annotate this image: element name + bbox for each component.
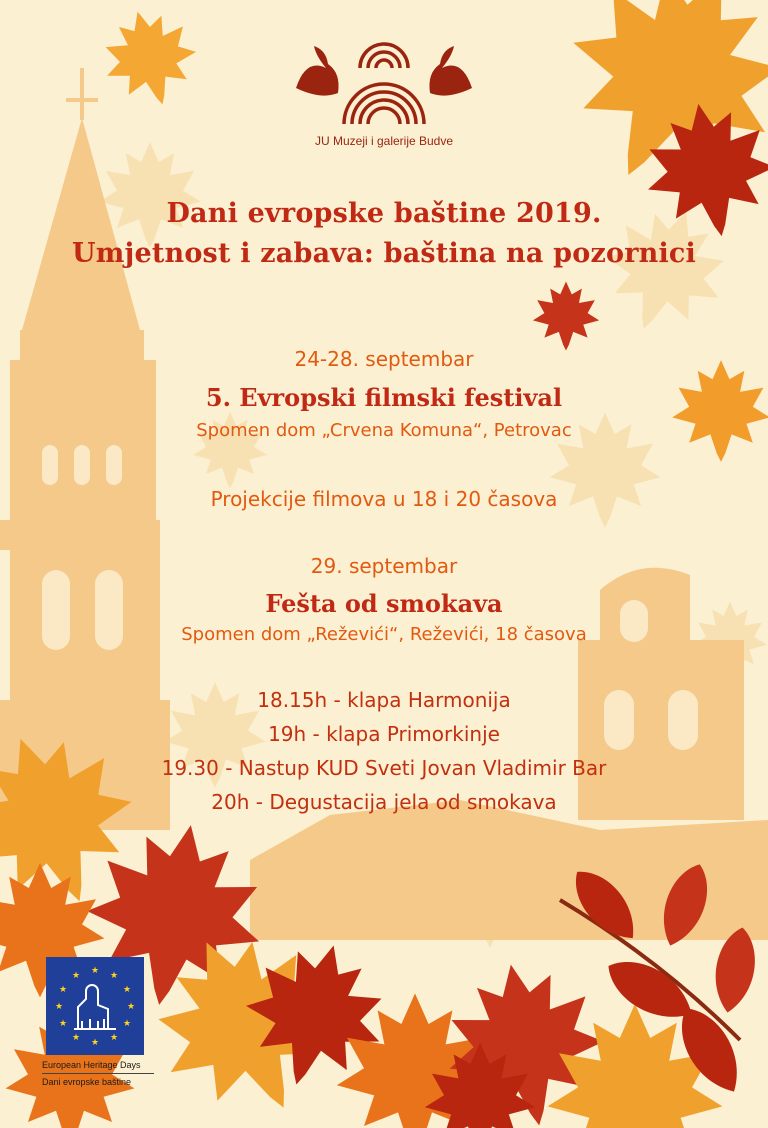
event-name: Fešta od smokava bbox=[265, 589, 503, 618]
poster-title-line2: Umjetnost i zabava: baština na pozornici bbox=[71, 238, 697, 269]
svg-text:★: ★ bbox=[71, 1033, 81, 1043]
program-item: 19.30 - Nastup KUD Sveti Jovan Vladimir Bar bbox=[161, 756, 607, 780]
event-name: 5. Evropski filmski festival bbox=[205, 383, 563, 412]
svg-text:★: ★ bbox=[58, 985, 68, 995]
program-item: 18.15h - klapa Harmonija bbox=[257, 688, 511, 712]
svg-text:★: ★ bbox=[122, 985, 132, 995]
program-item: 19h - klapa Primorkinje bbox=[268, 722, 500, 746]
svg-text:★: ★ bbox=[58, 1019, 68, 1029]
event-date: 29. septembar bbox=[310, 554, 458, 578]
svg-text:★: ★ bbox=[90, 1038, 100, 1048]
program-item: 20h - Degustacija jela od smokava bbox=[211, 790, 557, 814]
svg-text:★: ★ bbox=[126, 1002, 136, 1012]
poster-title-line1: Dani evropske baštine 2019. bbox=[166, 198, 602, 229]
svg-text:★: ★ bbox=[122, 1019, 132, 1029]
museum-logo bbox=[286, 28, 482, 124]
logo-divider bbox=[42, 1073, 154, 1074]
svg-text:★: ★ bbox=[109, 1033, 119, 1043]
event-detail: Projekcije filmova u 18 i 20 časova bbox=[210, 487, 558, 511]
event-date: 24-28. septembar bbox=[294, 347, 474, 371]
dani-evropske-bastine-label: Dani evropske baštine bbox=[42, 1077, 132, 1087]
svg-text:★: ★ bbox=[109, 971, 119, 981]
european-heritage-days-label: European Heritage Days bbox=[42, 1060, 141, 1070]
svg-text:★: ★ bbox=[90, 966, 100, 976]
event-venue: Spomen dom „Crvena Komuna“, Petrovac bbox=[196, 420, 572, 441]
event-venue: Spomen dom „Reževići“, Reževići, 18 časova bbox=[181, 624, 587, 645]
svg-text:★: ★ bbox=[54, 1002, 64, 1012]
organization-name: JU Muzeji i galerije Budve bbox=[314, 134, 454, 148]
european-heritage-days-logo bbox=[46, 957, 144, 1055]
svg-text:★: ★ bbox=[71, 971, 81, 981]
